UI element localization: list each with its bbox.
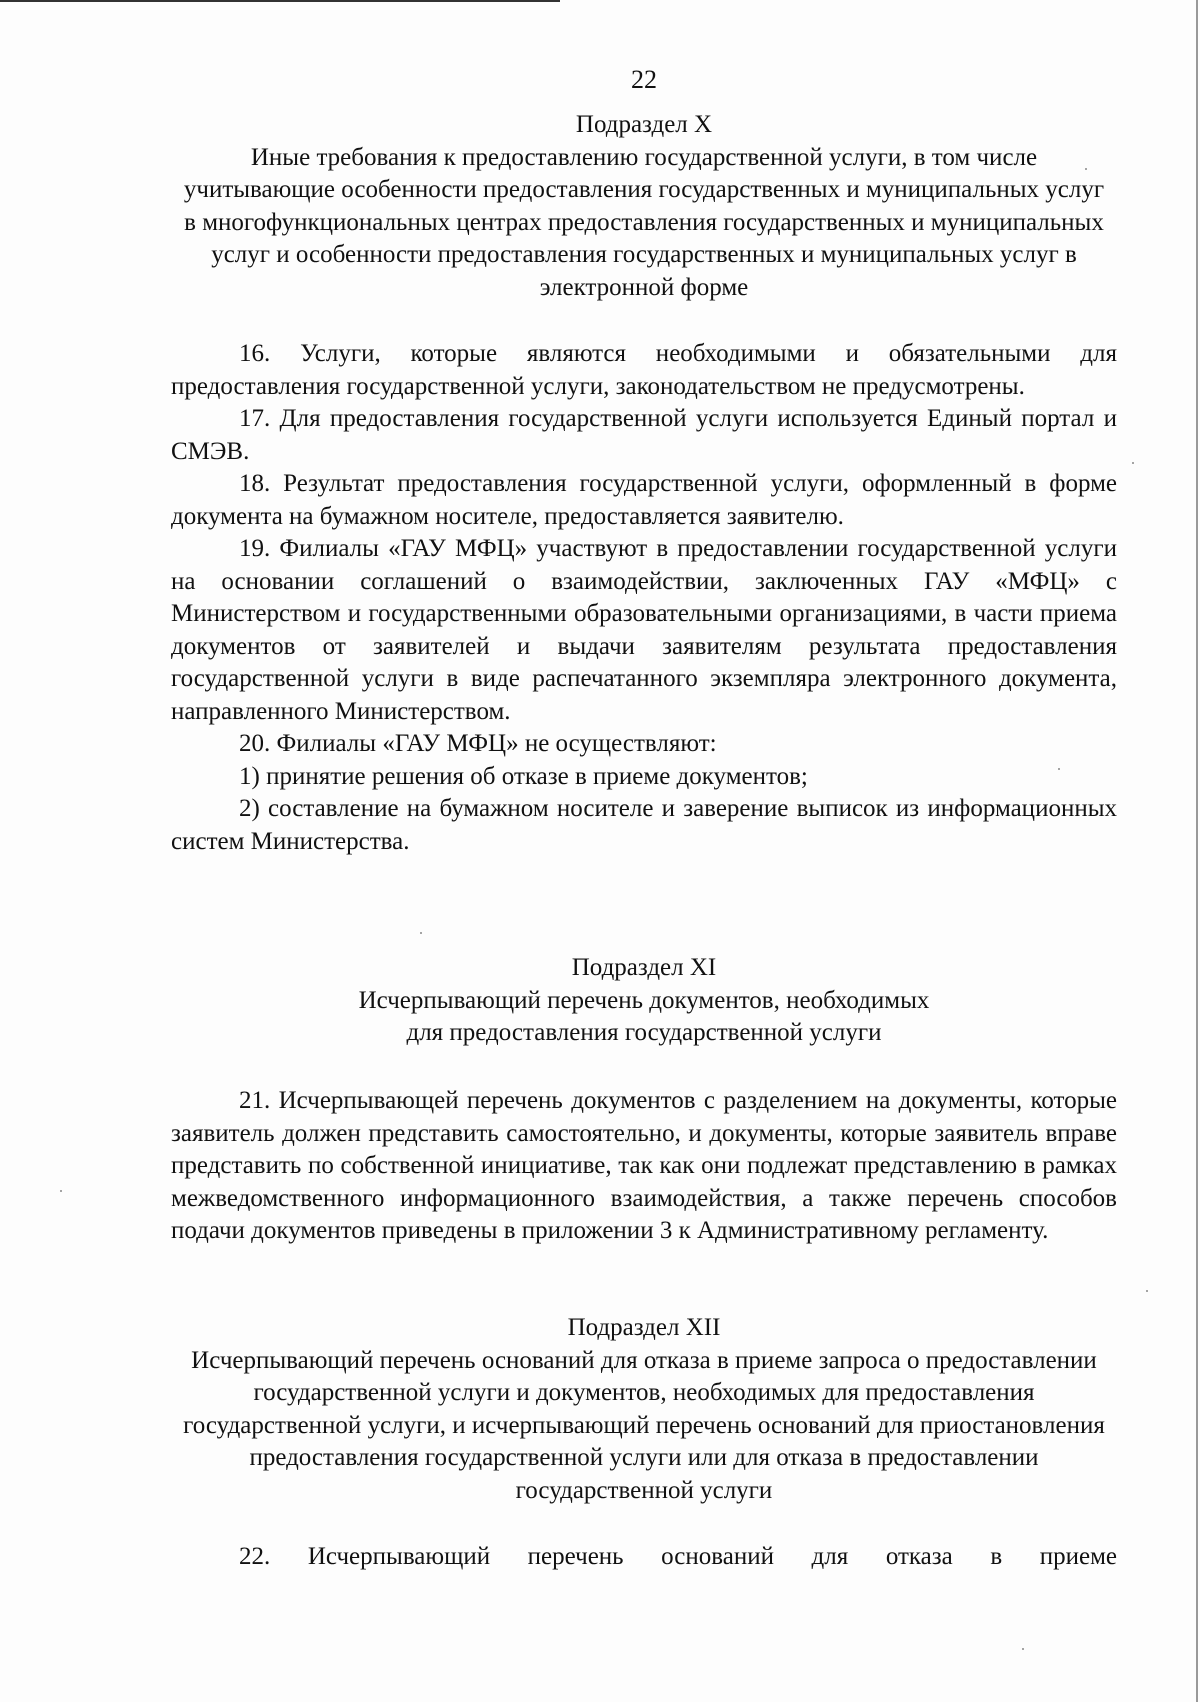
- paragraph-20-item-1: 1) принятие решения об отказе в приеме документов;: [239, 762, 808, 790]
- scan-speck: [1022, 1648, 1024, 1650]
- section-10-body: [171, 338, 1117, 858]
- scan-speck: [1132, 462, 1134, 464]
- scan-speck: [1085, 168, 1087, 170]
- scan-speck: [1146, 1290, 1148, 1292]
- subsection-10-label: Подраздел X: [575, 111, 713, 138]
- subsection-11-heading: [171, 952, 1117, 1050]
- subsection-12-heading: [171, 1312, 1117, 1507]
- scan-edge-right: [1196, 0, 1198, 1702]
- section-12-body: [171, 1541, 1117, 1574]
- paragraph-20-item-2: 2) составление на бумажном носителе и заверение выписок из информационных систем Министерства.: [171, 795, 1117, 855]
- section-11-body: [171, 1085, 1117, 1248]
- paragraph-17: 17. Для предоставления государственной услуги используется Единый портал и СМЭВ.: [171, 405, 1117, 465]
- paragraph-22: 22. Исчерпывающий перечень оснований для отказа в приеме: [239, 1543, 1117, 1570]
- scan-speck: [420, 932, 422, 934]
- subsection-10-heading: [171, 109, 1117, 304]
- scan-speck: [60, 1190, 62, 1192]
- subsection-12-label: Подраздел XII: [567, 1314, 721, 1341]
- subsection-11-label: Подраздел XI: [571, 954, 717, 981]
- paragraph-18: 18. Результат предоставления государственной услуги, оформленный в форме документа на бумажном носителе, предоставляется заявителю.: [171, 470, 1117, 530]
- paragraph-19: 19. Филиалы «ГАУ МФЦ» участвуют в предоставлении государственной услуги на основании соглашений о взаимодействии, заключенных ГАУ «МФЦ» с Министерством и государственными образовательными организациями, в части приема документов от заявителей и выдачи заявителям результата предоставления государственной услуги в виде распечатанного экземпляра электронного документа, направленного Министерством.: [171, 535, 1117, 725]
- subsection-11-title-line-2: для предоставления государственной услуги: [406, 1019, 882, 1046]
- subsection-10-title: Иные требования к предоставлению государственной услуги, в том числе учитывающие особенности предоставления государственных и муниципальных услуг в многофункциональных центрах предоставления государственных и муниципальных услуг и особенности предоставления государственных и муниципальных услуг в электронной форме: [183, 143, 1105, 301]
- scan-edge-top: [0, 0, 560, 2]
- paragraph-21: 21. Исчерпывающей перечень документов с разделением на документы, которые заявитель должен представить самостоятельно, и документы, которые заявитель вправе представить по собственной инициативе, так как они подлежат представлению в рамках межведомственного информационного взаимодействия, а также перечень способов подачи документов приведены в приложении 3 к Административному регламенту.: [171, 1087, 1117, 1244]
- paragraph-16: 16. Услуги, которые являются необходимыми и обязательными для предоставления государственной услуги, законодательством не предусмотрены.: [171, 340, 1117, 400]
- subsection-12-title: Исчерпывающий перечень оснований для отказа в приеме запроса о предоставлении государственной услуги и документов, необходимых для предоставления государственной услуги, и исчерпывающий перечень оснований для приостановления предоставления государственной услуги или для отказа в предоставлении государственной услуги: [183, 1346, 1105, 1504]
- scan-speck: [1058, 768, 1060, 770]
- paragraph-20: 20. Филиалы «ГАУ МФЦ» не осуществляют:: [239, 730, 717, 757]
- page-number: 22: [631, 65, 657, 94]
- subsection-11-title-line-1: Исчерпывающий перечень документов, необходимых: [358, 986, 930, 1014]
